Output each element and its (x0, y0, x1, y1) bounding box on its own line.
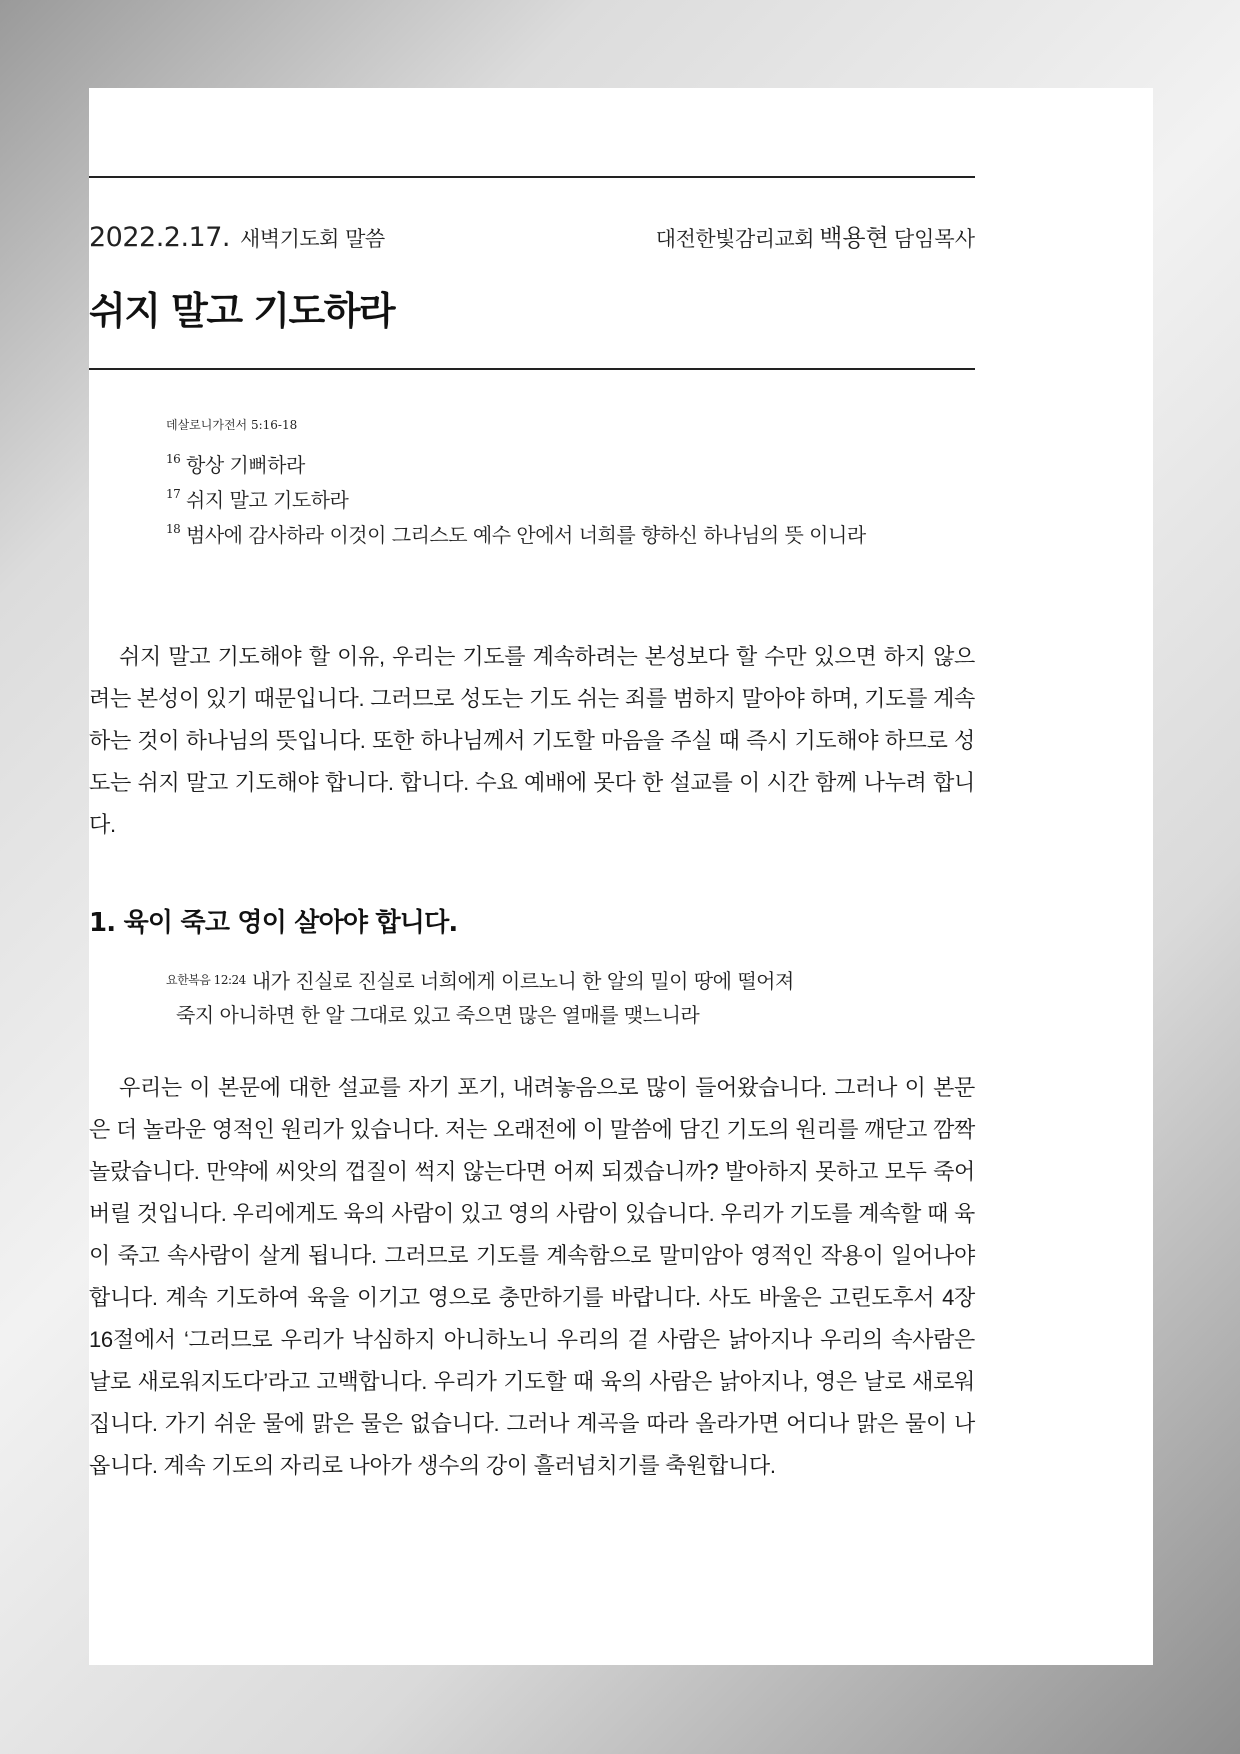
top-rule (89, 176, 975, 178)
pastor-title: 담임목사 (893, 227, 975, 251)
document-header (89, 218, 975, 254)
intro-paragraph: 쉬지 말고 기도해야 할 이유, 우리는 기도를 계속하려는 본성보다 할 수만 있으면 하지 않으려는 본성이 있기 때문입니다. 그러므로 성도는 기도 쉬는 죄를 범하지 말아야 하며, 기도를 계속하는 것이 하나님의 뜻입니다. 또한 하나님께서 기도할 마음을 주실 때 즉시 기도해야 하므로 성도는 쉬지 말고 기도해야 합니다. 합니다. 수요 예배에 못다 한 설교를 이 시간 함께 나누려 합니다. (89, 644, 975, 837)
verse-number: 18 (166, 522, 181, 536)
verse-number: 16 (166, 452, 181, 466)
service-name: 새벽기도회 말씀 (240, 227, 385, 251)
section-1-paragraph: 우리는 이 본문에 대한 설교를 자기 포기, 내려놓음으로 많이 들어왔습니다. 그러나 이 본문은 더 놀라운 영적인 원리가 있습니다. 저는 오래전에 이 말씀에 담긴 기도의 원리를 깨닫고 깜짝 놀랐습니다. 만약에 씨앗의 껍질이 썩지 않는다면 어찌 되겠습니까? 발아하지 못하고 모두 죽어버릴 것입니다. 우리에게도 육의 사람이 있고 영의 사람이 있습니다. 우리가 기도를 계속할 때 육이 죽고 속사람이 살게 됩니다. 그러므로 기도를 계속함으로 말미암아 영적인 작용이 일어나야 합니다. 계속 기도하여 육을 이기고 영으로 충만하기를 바랍니다. 사도 바울은 고린도후서 4장 16절에서 ‘그러므로 우리가 낙심하지 아니하노니 우리의 겉 사람은 낡아지나 우리의 속사람은 날로 새로워지도다’라고 고백합니다. 우리가 기도할 때 육의 사람은 낡아지나, 영은 날로 새로워집니다. 가기 쉬운 물에 맑은 물은 없습니다. 그러나 계곡을 따라 올라가면 어디나 맑은 물이 나옵니다. 계속 기도의 자리로 나아가 생수의 강이 흘러넘치기를 축원합니다. (89, 1075, 975, 1478)
verse-17 (166, 483, 906, 518)
verse-16 (166, 448, 906, 483)
quote-reference: 요한복음 12:24 (166, 973, 246, 987)
section-1-quote (166, 963, 906, 1032)
church-pastor (656, 218, 975, 253)
section-1-heading: 1. 육이 죽고 영이 살아야 합니다. (89, 908, 458, 938)
quote-text-1: 내가 진실로 진실로 너희에게 이르노니 한 알의 밀이 땅에 떨어져 (251, 969, 794, 993)
quote-line-2: 죽지 아니하면 한 알 그대로 있고 죽으면 많은 열매를 맺느니라 (176, 1003, 700, 1027)
verse-text: 쉬지 말고 기도하라 (186, 488, 349, 512)
verse-text: 범사에 감사하라 이것이 그리스도 예수 안에서 너희를 향하신 하나님의 뜻 이니라 (186, 523, 866, 547)
verse-text: 항상 기뻐하라 (186, 453, 305, 477)
church-name: 대전한빛감리교회 (655, 227, 815, 251)
date-service (89, 222, 385, 253)
verse-number: 17 (166, 487, 181, 501)
title-rule (89, 368, 975, 370)
scripture-reference: 데살로니가전서 5:16-18 (166, 418, 298, 432)
scripture-verses (166, 448, 906, 553)
verse-18 (166, 518, 906, 553)
page-title: 쉬지 말고 기도하라 (89, 289, 395, 333)
quote-line-1 (166, 963, 906, 998)
sermon-date: 2022.2.17. (89, 222, 230, 253)
pastor-name: 백용현 (819, 224, 889, 252)
